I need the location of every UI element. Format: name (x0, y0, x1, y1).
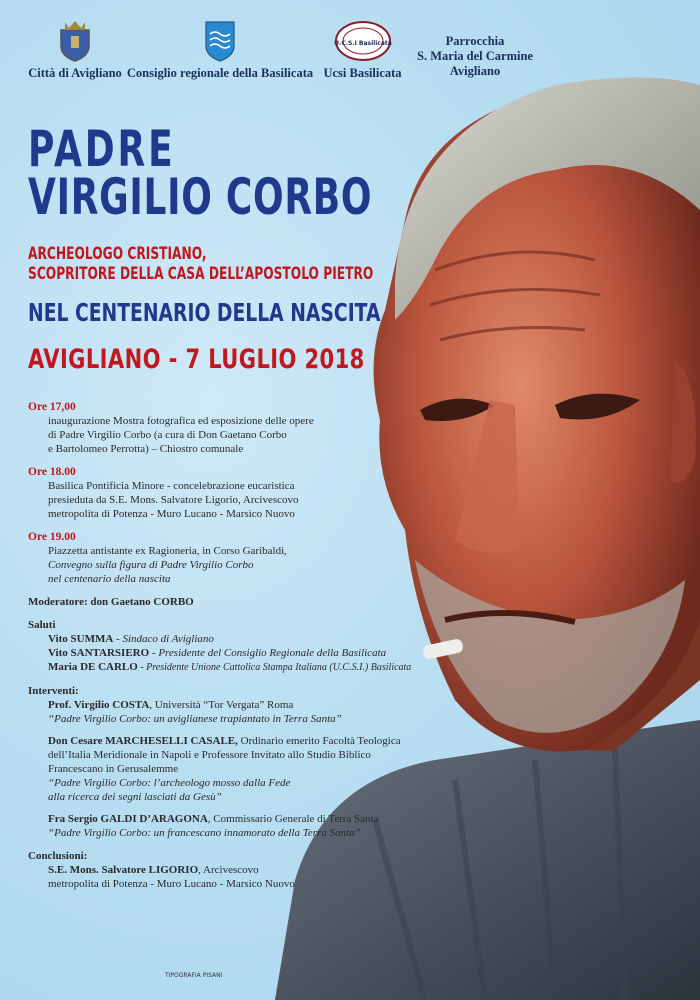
event-text: Convegno sulla figura di Padre Virgilio Corbo (48, 559, 254, 571)
parish-line3: Avigliano (449, 64, 501, 78)
basilicata-flag-icon (204, 20, 236, 62)
event-text: di Padre Virgilio Corbo (a cura di Don Gaetano Corbo (48, 429, 287, 441)
program-event (28, 530, 448, 586)
moderator (28, 595, 448, 609)
speaker-name: Maria DE CARLO (48, 661, 138, 673)
moderator-name: CORBO (153, 596, 194, 608)
speaker-name: Fra Sergio GALDI D’ARAGONA (48, 813, 208, 825)
event-time: Ore 17,00 (28, 401, 76, 413)
talk-title: “Padre Virgilio Corbo: un francescano innamorato della Terra Santa” (48, 827, 361, 839)
event-time: Ore 19.00 (28, 531, 76, 543)
event-time: Ore 18.00 (28, 466, 76, 478)
speaker-name: Prof. Virgilio COSTA (48, 699, 150, 711)
event-text: metropolita di Potenza - Muro Lucano - Marsico Nuovo (48, 508, 295, 520)
event-date: AVIGLIANO - 7 LUGLIO 2018 (28, 344, 365, 375)
speaker-role: , Università “Tor Vergata” Roma (149, 699, 294, 711)
speaker-name: S.E. Mons. Salvatore LIGORIO (48, 864, 199, 876)
title-line2: VIRGILIO CORBO (28, 168, 373, 226)
event-text: nel centenario della nascita (48, 573, 171, 585)
parish-line1: Parrocchia (445, 34, 505, 48)
header-region (125, 20, 315, 81)
header-ucsi (315, 20, 410, 81)
event-text: Basilica Pontificia Minore - concelebrazione eucaristica (48, 480, 295, 492)
speaker-name: Vito SANTARSIERO (48, 647, 150, 659)
saluti-section (28, 618, 448, 675)
speaker-role: - Sindaco di Avigliano (113, 633, 214, 645)
moderator-title: : don Gaetano (84, 596, 154, 608)
ucsi-seal-text: U.C.S.I Basilicata (333, 40, 392, 47)
event-text: e Bartolomeo Perrotta) – Chiostro comunale (48, 443, 244, 455)
interventi-section (28, 684, 448, 840)
speaker-name: Don Cesare MARCHESELLI CASALE, (48, 735, 238, 747)
ucsi-seal-icon (334, 20, 392, 62)
header-city-label: Città di Avigliano (28, 66, 122, 80)
subtitle-line2: SCOPRITORE DELLA CASA DELL’APOSTOLO PIETRO (28, 264, 374, 284)
section-heading: Conclusioni: (28, 850, 88, 862)
speaker-role: Francescano in Gerusalemme (48, 763, 179, 775)
header (0, 18, 700, 88)
conclusioni-section (28, 849, 448, 891)
speaker-role: dell’Italia Meridionale in Napoli e Professore Invitato allo Studio Biblico (48, 749, 371, 761)
speaker-role: Ordinario emerito Facoltà Teologica (237, 735, 401, 747)
program (28, 400, 448, 900)
program-event (28, 465, 448, 521)
header-city (20, 20, 130, 81)
header-ucsi-label: Ucsi Basilicata (323, 66, 402, 80)
talk-title: alla ricerca dei segni lasciati da Gesù” (48, 791, 222, 803)
speaker-name: Vito SUMMA (48, 633, 114, 645)
event-text: Piazzetta antistante ex Ragioneria, in Corso Garibaldi, (48, 545, 287, 557)
event-text: presieduta da S.E. Mons. Salvatore Ligorio, Arcivescovo (48, 494, 299, 506)
subtitle-line1: ARCHEOLOGO CRISTIANO, (28, 244, 207, 264)
section-heading: Saluti (28, 619, 56, 631)
speaker-role: metropolita di Potenza - Muro Lucano - Marsico Nuovo (48, 878, 295, 890)
talk-title: “Padre Virgilio Corbo: un aviglianese trapiantato in Terra Santa” (48, 713, 342, 725)
section-heading: Interventi: (28, 685, 79, 697)
speaker-role: - Presidente del Consiglio Regionale della Basilicata (149, 647, 387, 659)
header-region-label: Consiglio regionale della Basilicata (126, 66, 314, 80)
speaker-role: , Arcivescovo (198, 864, 259, 876)
header-parish (405, 34, 545, 79)
centenary-heading: NEL CENTENARIO DELLA NASCITA (28, 298, 381, 327)
title-line1: PADRE (28, 120, 176, 178)
coat-of-arms-icon (57, 20, 93, 62)
event-text: inaugurazione Mostra fotografica ed esposizione delle opere (48, 415, 314, 427)
printer-name: TIPOGRAFIA PISANI (165, 972, 223, 979)
speaker-role: - Presidente Unione Cattolica Stampa Italiana (U.C.S.I.) Basilicata (137, 662, 412, 673)
printer-logo (165, 972, 222, 979)
speaker-role: , Commissario Generale di Terra Santa (207, 813, 379, 825)
program-event (28, 400, 448, 456)
talk-title: “Padre Virgilio Corbo: l’archeologo mosso dalla Fede (48, 777, 291, 789)
moderator-label: Moderatore (28, 596, 84, 608)
parish-line2: S. Maria del Carmine (417, 49, 533, 63)
